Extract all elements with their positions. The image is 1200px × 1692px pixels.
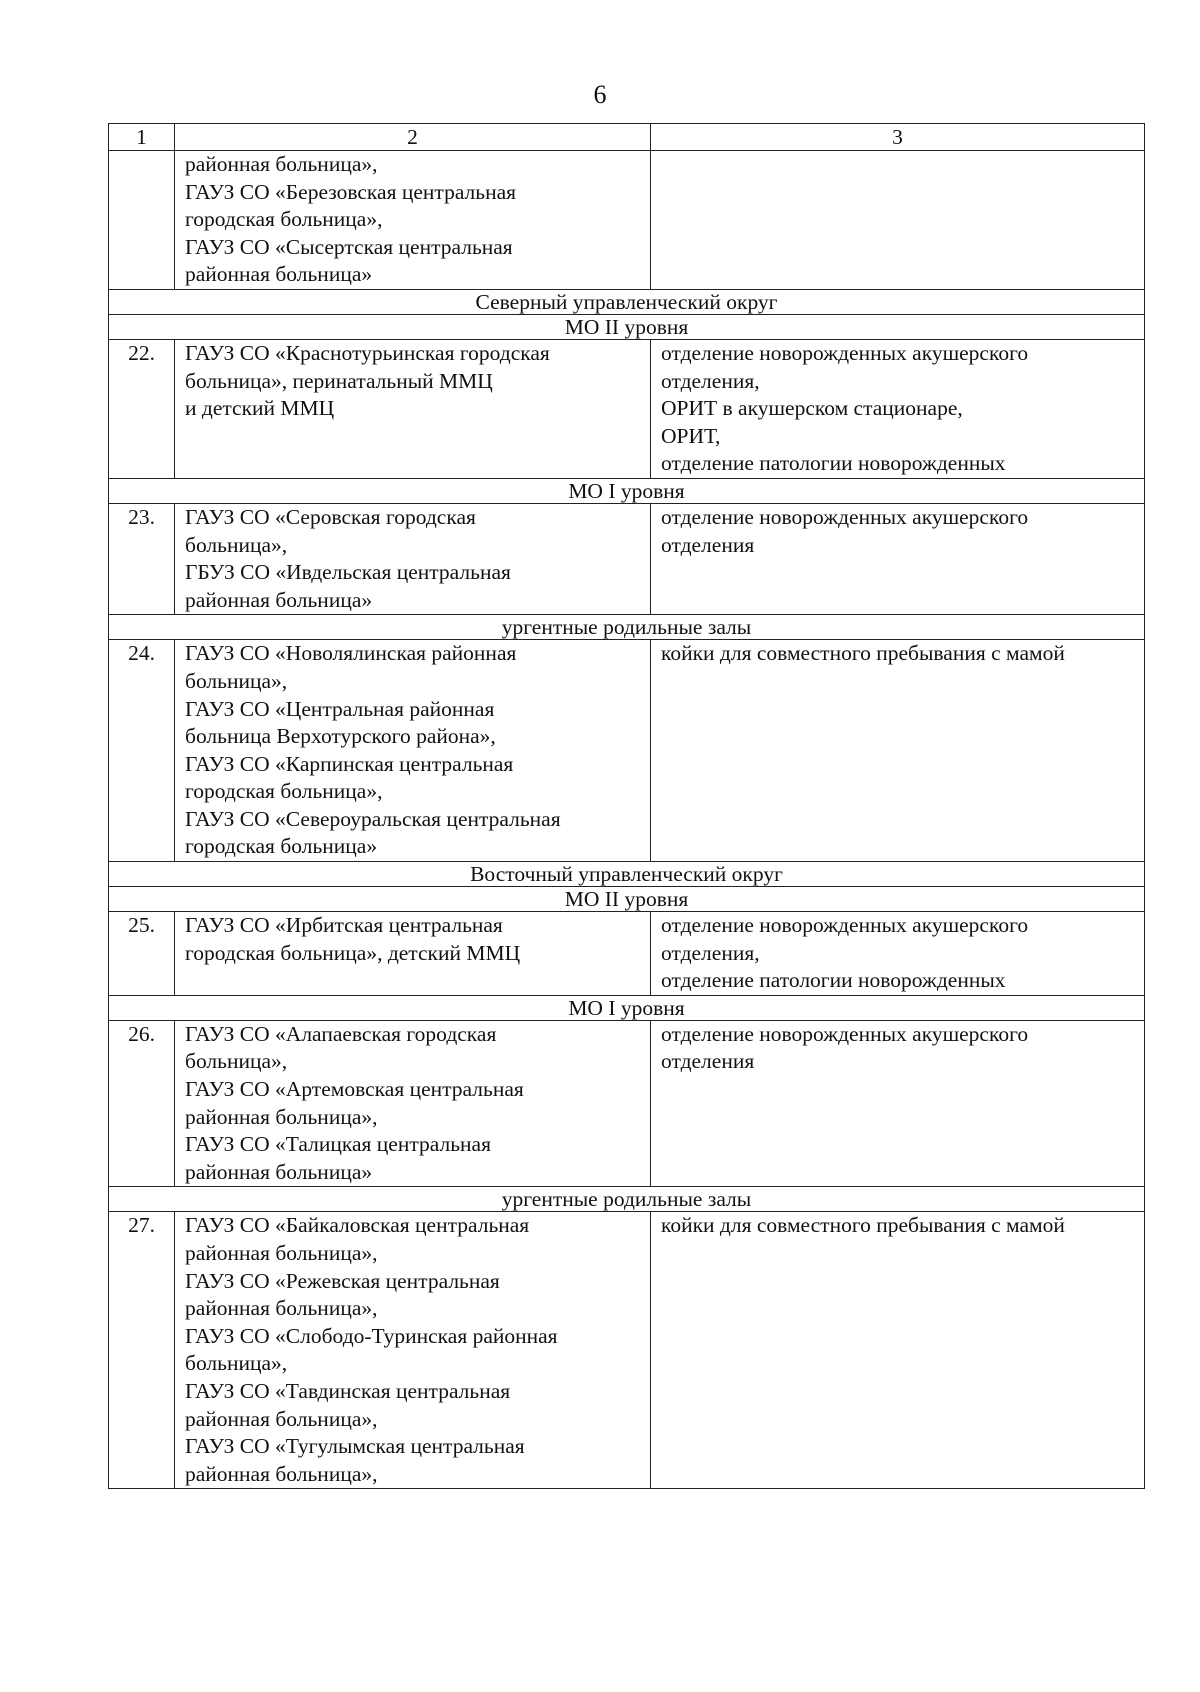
institution-line: ГАУЗ СО «Центральная районная — [185, 696, 495, 721]
institution-line: больница Верхотурского района», — [185, 724, 496, 749]
row-number: 25. — [109, 912, 175, 996]
level-row — [109, 1187, 1145, 1212]
departments-cell — [651, 1020, 1145, 1187]
institution-line: ГАУЗ СО «Североуральская центральная — [185, 806, 561, 831]
district-heading: Северный управленческий округ — [109, 289, 1145, 314]
page-number: 6 — [593, 80, 607, 109]
level-row — [109, 887, 1145, 912]
institution-line: городская больница», — [185, 779, 383, 804]
institution-line: районная больница», — [185, 1461, 378, 1486]
institution-line: ГАУЗ СО «Краснотурьинская городская — [185, 340, 550, 365]
row-number: 27. — [109, 1212, 175, 1489]
institution-line: ГАУЗ СО «Слободо-Туринская районная — [185, 1323, 558, 1348]
row-number: 23. — [109, 503, 175, 614]
table-row — [109, 503, 1145, 614]
table-row — [109, 912, 1145, 996]
level-heading: ургентные родильные залы — [109, 1187, 1145, 1212]
level-heading: МО II уровня — [109, 314, 1145, 339]
table-row — [109, 640, 1145, 862]
institution-line: ГАУЗ СО «Карпинская центральная — [185, 751, 514, 776]
institution-line: районная больница», — [185, 1241, 378, 1265]
institution-line: ГБУЗ СО «Ивдельская центральная — [185, 560, 511, 585]
row-number: 24. — [109, 640, 175, 862]
institution-line: больница», — [185, 1049, 288, 1074]
departments-cell — [651, 503, 1145, 614]
department-line: ОРИТ, — [661, 423, 721, 448]
departments-cell — [651, 339, 1145, 478]
department-line: отделения, — [661, 940, 760, 965]
table-row — [109, 1020, 1145, 1187]
institution-line: больница», — [185, 668, 288, 693]
header-col-3: 3 — [651, 124, 1145, 151]
level-heading: ургентные родильные залы — [109, 615, 1145, 640]
institutions-cell — [175, 640, 651, 862]
institution-line: районная больница» — [185, 587, 373, 612]
institution-line: городская больница», — [185, 207, 383, 232]
departments-cell — [651, 912, 1145, 996]
institution-line: ГАУЗ СО «Серовская городская — [185, 504, 476, 529]
institution-line: ГАУЗ СО «Тугулымская центральная — [185, 1434, 525, 1459]
institutions-cell — [175, 1212, 651, 1489]
institutions-cell — [175, 503, 651, 614]
institution-line: больница», — [185, 532, 288, 557]
institution-line: ГАУЗ СО «Березовская центральная — [185, 179, 517, 204]
header-col-2: 2 — [175, 124, 651, 151]
department-line: отделение патологии новорожденных — [661, 451, 1006, 476]
institution-line: ГАУЗ СО «Сысертская центральная — [185, 234, 513, 259]
institution-line: районная больница» — [185, 1159, 373, 1184]
institution-line: городская больница», детский ММЦ — [185, 940, 521, 965]
level-row — [109, 995, 1145, 1020]
institution-line: ГАУЗ СО «Артемовская центральная — [185, 1077, 524, 1102]
department-line: отделение новорожденных акушерского — [661, 913, 1029, 938]
institution-line: районная больница», — [185, 1104, 378, 1129]
institution-line: районная больница» — [185, 262, 373, 287]
level-row — [109, 478, 1145, 503]
row-number: 22. — [109, 339, 175, 478]
header-col-1: 1 — [109, 124, 175, 151]
department-line: койки для совместного пребывания с мамой — [661, 641, 1065, 666]
level-row — [109, 314, 1145, 339]
departments-cell — [651, 1212, 1145, 1489]
hospital-table — [108, 123, 1145, 1489]
institution-line: ГАУЗ СО «Ирбитская центральная — [185, 913, 503, 938]
row-number: 26. — [109, 1020, 175, 1187]
table-row — [109, 1212, 1145, 1489]
institution-line: ГАУЗ СО «Новолялинская районная — [185, 641, 517, 666]
institution-line: районная больница», — [185, 1406, 378, 1431]
institution-line: городская больница» — [185, 834, 378, 859]
district-row — [109, 862, 1145, 887]
departments-cell — [651, 151, 1145, 290]
level-row — [109, 615, 1145, 640]
institution-line: районная больница», — [185, 152, 378, 176]
level-heading: МО II уровня — [109, 887, 1145, 912]
institution-line: ГАУЗ СО «Байкаловская центральная — [185, 1213, 530, 1238]
row-number-cell — [109, 151, 175, 290]
institution-line: ГАУЗ СО «Талицкая центральная — [185, 1132, 491, 1157]
level-heading: МО I уровня — [109, 995, 1145, 1020]
department-line: отделения — [661, 1049, 755, 1074]
institution-line: больница», — [185, 1351, 288, 1376]
department-line: отделения — [661, 532, 755, 557]
district-heading: Восточный управленческий округ — [109, 862, 1145, 887]
department-line: отделение новорожденных акушерского — [661, 504, 1029, 529]
institutions-cell — [175, 1020, 651, 1187]
department-line: отделение патологии новорожденных — [661, 968, 1006, 993]
table-row — [109, 339, 1145, 478]
table-body — [109, 124, 1145, 1489]
table-row — [109, 151, 1145, 290]
district-row — [109, 289, 1145, 314]
department-line: отделения, — [661, 368, 760, 393]
departments-cell — [651, 640, 1145, 862]
level-heading: МО I уровня — [109, 478, 1145, 503]
institution-line: ГАУЗ СО «Тавдинская центральная — [185, 1378, 511, 1403]
institutions-cell — [175, 339, 651, 478]
institutions-cell — [175, 912, 651, 996]
institution-line: ГАУЗ СО «Алапаевская городская — [185, 1021, 497, 1046]
institution-line: больница», перинатальный ММЦ — [185, 368, 493, 393]
department-line: ОРИТ в акушерском стационаре, — [661, 396, 963, 421]
institution-line: районная больница», — [185, 1296, 378, 1321]
header-row — [109, 124, 1145, 151]
institution-line: и детский ММЦ — [185, 396, 335, 421]
department-line: койки для совместного пребывания с мамой — [661, 1213, 1065, 1238]
department-line: отделение новорожденных акушерского — [661, 340, 1029, 365]
department-line: отделение новорожденных акушерского — [661, 1021, 1029, 1046]
institutions-cell — [175, 151, 651, 290]
institution-line: ГАУЗ СО «Режевская центральная — [185, 1268, 500, 1293]
